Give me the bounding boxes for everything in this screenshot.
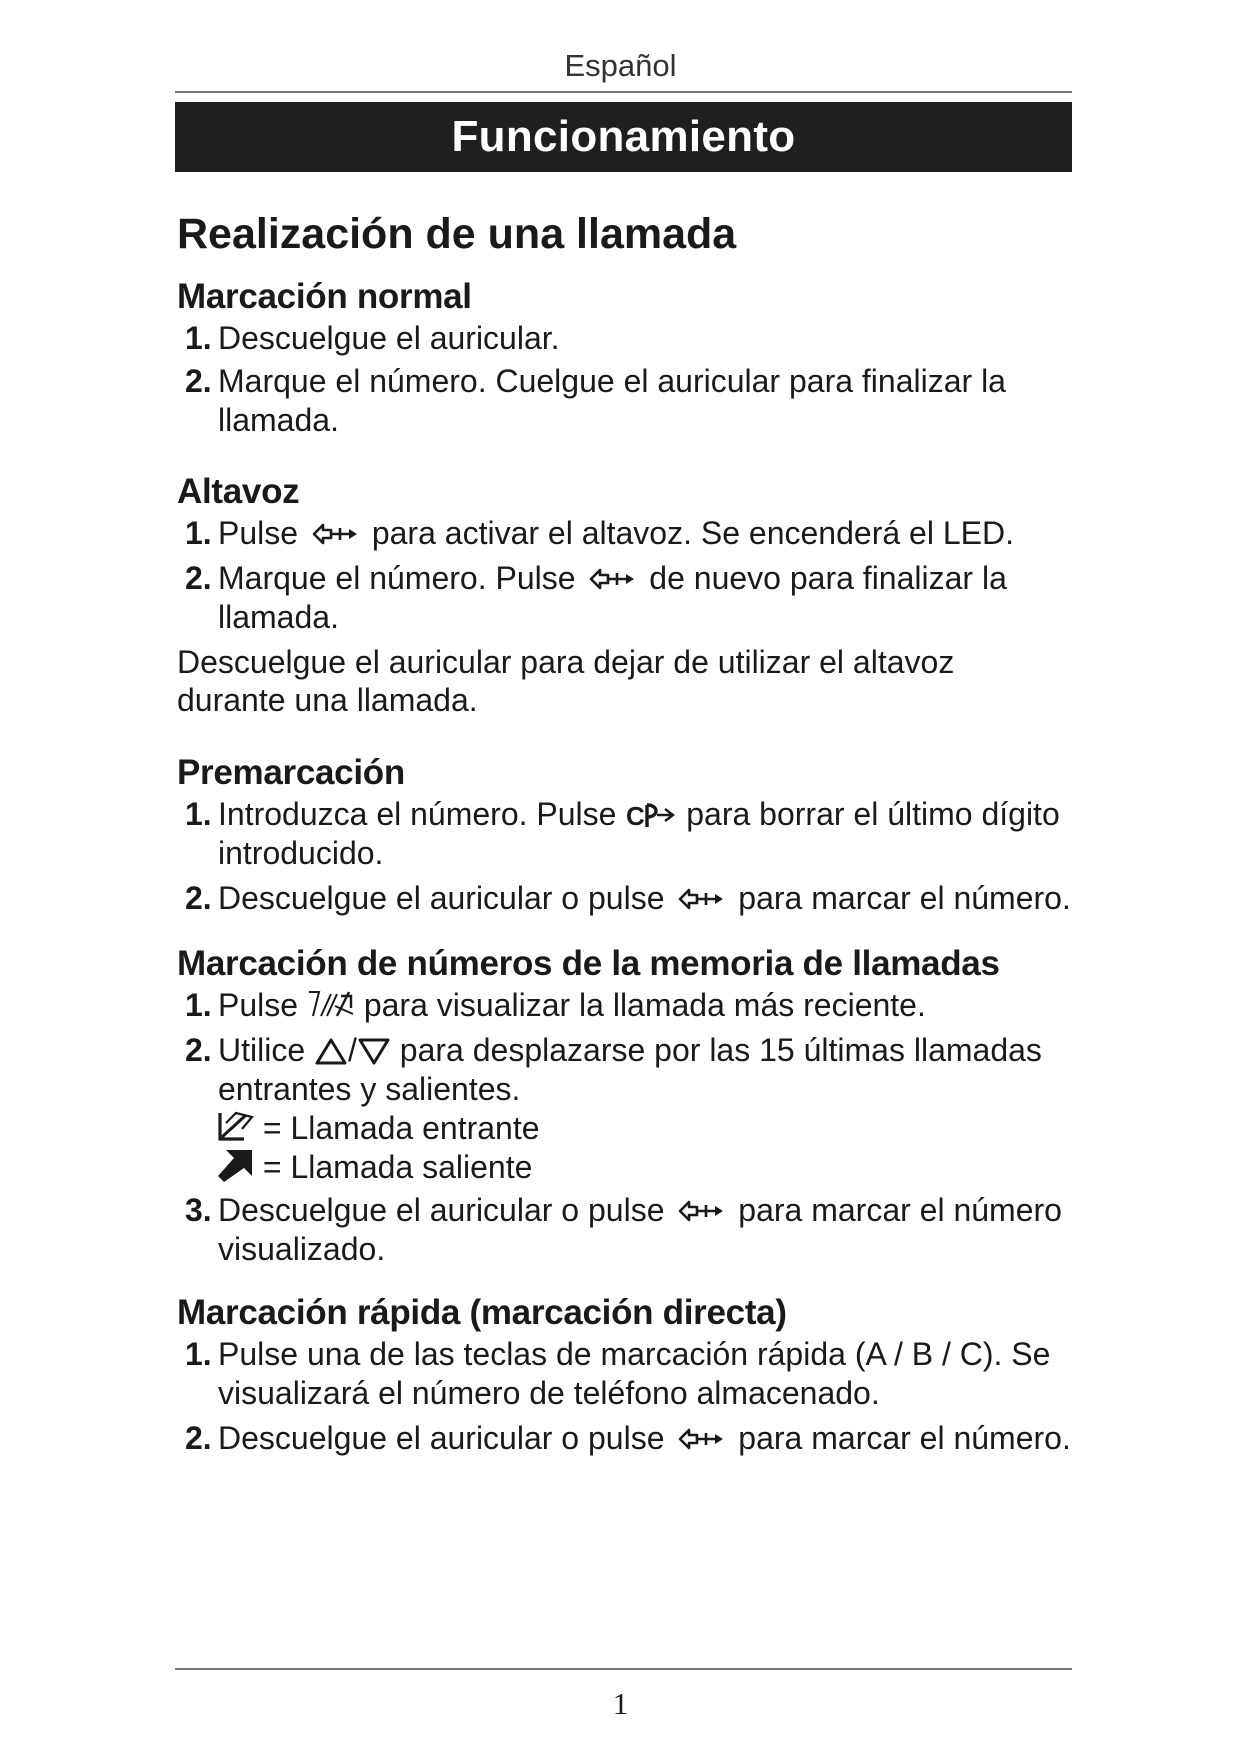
call-memory-heading: Marcación de números de la memoria de llamadas <box>177 944 1000 983</box>
svg-text:C: C <box>626 801 646 829</box>
step-text: para marcar el número visualizado. <box>218 1192 1062 1267</box>
predial-heading: Premarcación <box>177 753 405 792</box>
section-title-bar <box>175 102 1072 172</box>
memory-step-1 <box>177 986 1097 1025</box>
up-arrow-icon[interactable] <box>314 1037 348 1065</box>
step-text: Pulse <box>218 987 307 1023</box>
page-heading: Realización de una llamada <box>177 210 737 258</box>
step-text: para desplazarse por las 15 últimas llamadas entrantes y salientes. <box>218 1032 1042 1107</box>
step-number: 1. <box>185 796 212 832</box>
page-number: 1 <box>612 1686 629 1721</box>
speaker-key-icon <box>673 885 729 913</box>
step-number: 1. <box>185 1336 212 1372</box>
legend-incoming <box>177 1109 1097 1148</box>
language-label: Español <box>564 48 677 83</box>
step-text: Pulse una de las teclas de marcación rápida (A / B / C). Se visualizará el número de teléfono almacenado. <box>218 1336 1051 1411</box>
incoming-call-icon <box>216 1109 254 1143</box>
speaker-key-icon <box>673 1425 729 1453</box>
step-text: para activar el altavoz. Se encenderá el LED. <box>371 515 1014 551</box>
step-number: 2. <box>185 1420 212 1456</box>
outgoing-call-icon <box>216 1148 254 1182</box>
step-number: 1. <box>185 515 212 551</box>
step-text: Introduzca el número. Pulse <box>218 796 626 832</box>
step-number: 2. <box>185 560 212 596</box>
normal-dialing-heading: Marcación normal <box>177 277 472 316</box>
call-log-icon <box>307 986 355 1020</box>
quick-dial-heading: Marcación rápida (marcación directa) <box>177 1293 787 1332</box>
step-number: 3. <box>185 1192 212 1228</box>
quick-step-2 <box>177 1419 1078 1458</box>
step-number: 2. <box>185 363 212 399</box>
down-arrow-icon[interactable] <box>357 1037 391 1065</box>
step-text: para visualizar la llamada más reciente. <box>363 987 926 1023</box>
speaker-key-icon <box>307 520 363 548</box>
legend-text: = Llamada saliente <box>262 1149 533 1185</box>
section-title: Funcionamiento <box>451 112 796 161</box>
speaker-heading: Altavoz <box>177 472 300 511</box>
step-number: 2. <box>185 1032 212 1068</box>
quick-step-1 <box>177 1335 1118 1413</box>
step-text: para marcar el número. <box>738 1420 1071 1456</box>
predial-step-2 <box>177 879 1078 918</box>
memory-step-3 <box>177 1191 1078 1269</box>
speaker-key-icon <box>584 565 640 593</box>
bottom-divider <box>175 1668 1072 1670</box>
step-text: Descuelgue el auricular. <box>218 320 560 356</box>
page-content <box>177 205 1097 1458</box>
step-text: Marque el número. Cuelgue el auricular para finalizar la llamada. <box>218 363 1006 438</box>
speaker-step-1 <box>177 514 1097 553</box>
top-divider <box>175 91 1072 93</box>
clear-key-icon <box>625 801 677 829</box>
normal-step-2 <box>177 362 1123 440</box>
memory-step-2 <box>177 1031 1058 1109</box>
step-text: de nuevo para finalizar la llamada. <box>218 560 1007 635</box>
step-text: Pulse <box>218 515 299 551</box>
step-text: Descuelgue el auricular o pulse <box>218 1192 674 1228</box>
speaker-step-2 <box>177 559 1038 637</box>
step-number: 1. <box>185 320 212 356</box>
step-text: Marque el número. Pulse <box>218 560 585 596</box>
step-text: Descuelgue el auricular o pulse <box>218 1420 674 1456</box>
legend-outgoing <box>177 1148 1097 1187</box>
normal-step-1 <box>177 319 1097 358</box>
step-number: 2. <box>185 880 212 916</box>
arrow-separator: / <box>348 1032 357 1068</box>
speaker-key-icon <box>673 1197 729 1225</box>
predial-step-1 <box>177 795 1078 873</box>
step-text: Descuelgue el auricular o pulse <box>218 880 674 916</box>
speaker-note: Descuelgue el auricular para dejar de utilizar el altavoz durante una llamada. <box>177 644 955 718</box>
legend-text: = Llamada entrante <box>262 1110 540 1146</box>
step-text: Utilice <box>218 1032 315 1068</box>
step-number: 1. <box>185 987 212 1023</box>
step-text: para marcar el número. <box>738 880 1071 916</box>
step-text: para borrar el último dígito introducido. <box>218 796 1060 871</box>
